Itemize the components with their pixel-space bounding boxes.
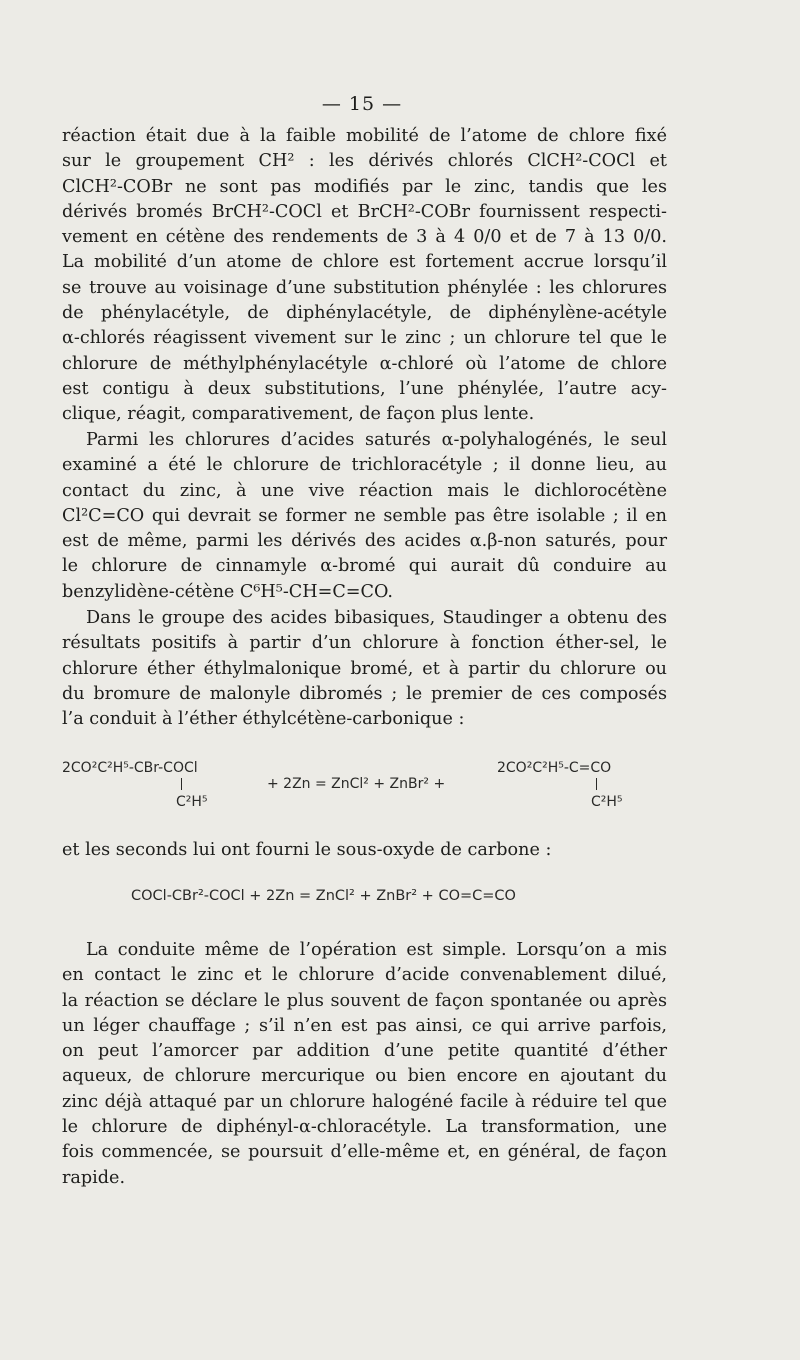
text-line: est de même, parmi les dérivés des acides α.β-non saturés, pour bbox=[62, 531, 667, 552]
text-line: zinc déjà attaqué par un chlorure halogéné facile à réduire tel que bbox=[62, 1091, 667, 1112]
text-line: dérivés bromés BrCH²-COCl et BrCH²-COBr fournissent respecti- bbox=[62, 201, 667, 222]
text-line: α-chlorés réagissent vivement sur le zinc ; un chlorure tel que le bbox=[62, 328, 667, 349]
paragraph-5 bbox=[62, 938, 667, 1191]
equation-1-reactant: 2CO²C²H⁵-CBr-COCl bbox=[62, 760, 198, 776]
equation-1-product-substituent: C²H⁵ bbox=[591, 794, 623, 810]
text-line: un léger chauffage ; s’il n’en est pas ainsi, ce qui arrive parfois, bbox=[62, 1015, 667, 1036]
text-line: sur le groupement CH² : les dérivés chlorés ClCH²-COCl et bbox=[62, 151, 667, 172]
text-line: chlorure éther éthylmalonique bromé, et à partir du chlorure ou bbox=[62, 658, 667, 679]
text-line: La conduite même de l’opération est simple. Lorsqu’on a mis bbox=[86, 940, 667, 960]
equation-1-reactant-bond bbox=[181, 778, 182, 790]
text-line: du bromure de malonyle dibromés ; le premier de ces composés bbox=[62, 683, 667, 704]
text-line: le chlorure de diphényl-α-chloracétyle. La transformation, une bbox=[62, 1117, 667, 1138]
text-line: contact du zinc, à une vive réaction mais le dichlorocétène bbox=[62, 480, 667, 501]
text-line: fois commencée, se poursuit d’elle-même et, en général, de façon bbox=[62, 1142, 667, 1163]
text-line: et les seconds lui ont fourni le sous-oxyde de carbone : bbox=[62, 840, 552, 860]
text-line: l’a conduit à l’éther éthylcétène-carbonique : bbox=[62, 709, 465, 730]
text-line: on peut l’amorcer par addition d’une petite quantité d’éther bbox=[62, 1041, 667, 1062]
page-number: — 15 — bbox=[321, 93, 403, 115]
text-line: Cl²C=CO qui devrait se former ne semble pas être isolable ; il en bbox=[62, 505, 667, 526]
text-line: La mobilité d’un atome de chlore est fortement accrue lorsqu’il bbox=[62, 252, 667, 273]
paragraph-2 bbox=[62, 428, 667, 605]
text-line: examiné a été le chlorure de trichloracétyle ; il donne lieu, au bbox=[62, 455, 667, 476]
paragraph-3 bbox=[62, 606, 667, 732]
paragraph-1 bbox=[62, 124, 667, 428]
text-line: Parmi les chlorures d’acides saturés α-polyhalogénés, le seul bbox=[86, 430, 667, 450]
text-line: vement en cétène des rendements de 3 à 4 0/0 et de 7 à 13 0/0. bbox=[62, 227, 667, 248]
equation-2-text: COCl-CBr²-COCl + 2Zn = ZnCl² + ZnBr² + CO=C=CO bbox=[131, 888, 516, 904]
text-line: clique, réagit, comparativement, de façon plus lente. bbox=[62, 404, 535, 425]
text-line: ClCH²-COBr ne sont pas modifiés par le zinc, tandis que les bbox=[62, 176, 667, 197]
text-line: réaction était due à la faible mobilité de l’atome de chlore fixé bbox=[62, 126, 667, 146]
text-line: en contact le zinc et le chlorure d’acide convenablement dilué, bbox=[62, 965, 667, 986]
text-line: Dans le groupe des acides bibasiques, Staudinger a obtenu des bbox=[86, 608, 667, 628]
paragraph-4 bbox=[62, 838, 667, 863]
text-line: est contigu à deux substitutions, l’une phénylée, l’autre acy- bbox=[62, 378, 667, 399]
text-line: de phénylacétyle, de diphénylacétyle, de diphénylène-acétyle bbox=[62, 303, 667, 324]
text-line: résultats positifs à partir d’un chlorure à fonction éther-sel, le bbox=[62, 633, 667, 654]
text-line: la réaction se déclare le plus souvent de façon spontanée ou après bbox=[62, 990, 667, 1011]
equation-1-reactant-substituent: C²H⁵ bbox=[176, 794, 208, 810]
text-line: aqueux, de chlorure mercurique ou bien encore en ajoutant du bbox=[62, 1066, 667, 1087]
equation-1-product-bond bbox=[596, 778, 597, 790]
text-line: rapide. bbox=[62, 1167, 126, 1188]
text-line: benzylidène-cétène C⁶H⁵-CH=C=CO. bbox=[62, 581, 393, 602]
text-line: le chlorure de cinnamyle α-bromé qui aurait dû conduire au bbox=[62, 556, 667, 577]
equation-1-product: 2CO²C²H⁵-C=CO bbox=[497, 760, 612, 776]
text-line: se trouve au voisinage d’une substitution phénylée : les chlorures bbox=[62, 277, 667, 298]
equation-1-middle: + 2Zn = ZnCl² + ZnBr² + bbox=[267, 776, 446, 792]
text-line: chlorure de méthylphénylacétyle α-chloré où l’atome de chlore bbox=[62, 353, 667, 374]
